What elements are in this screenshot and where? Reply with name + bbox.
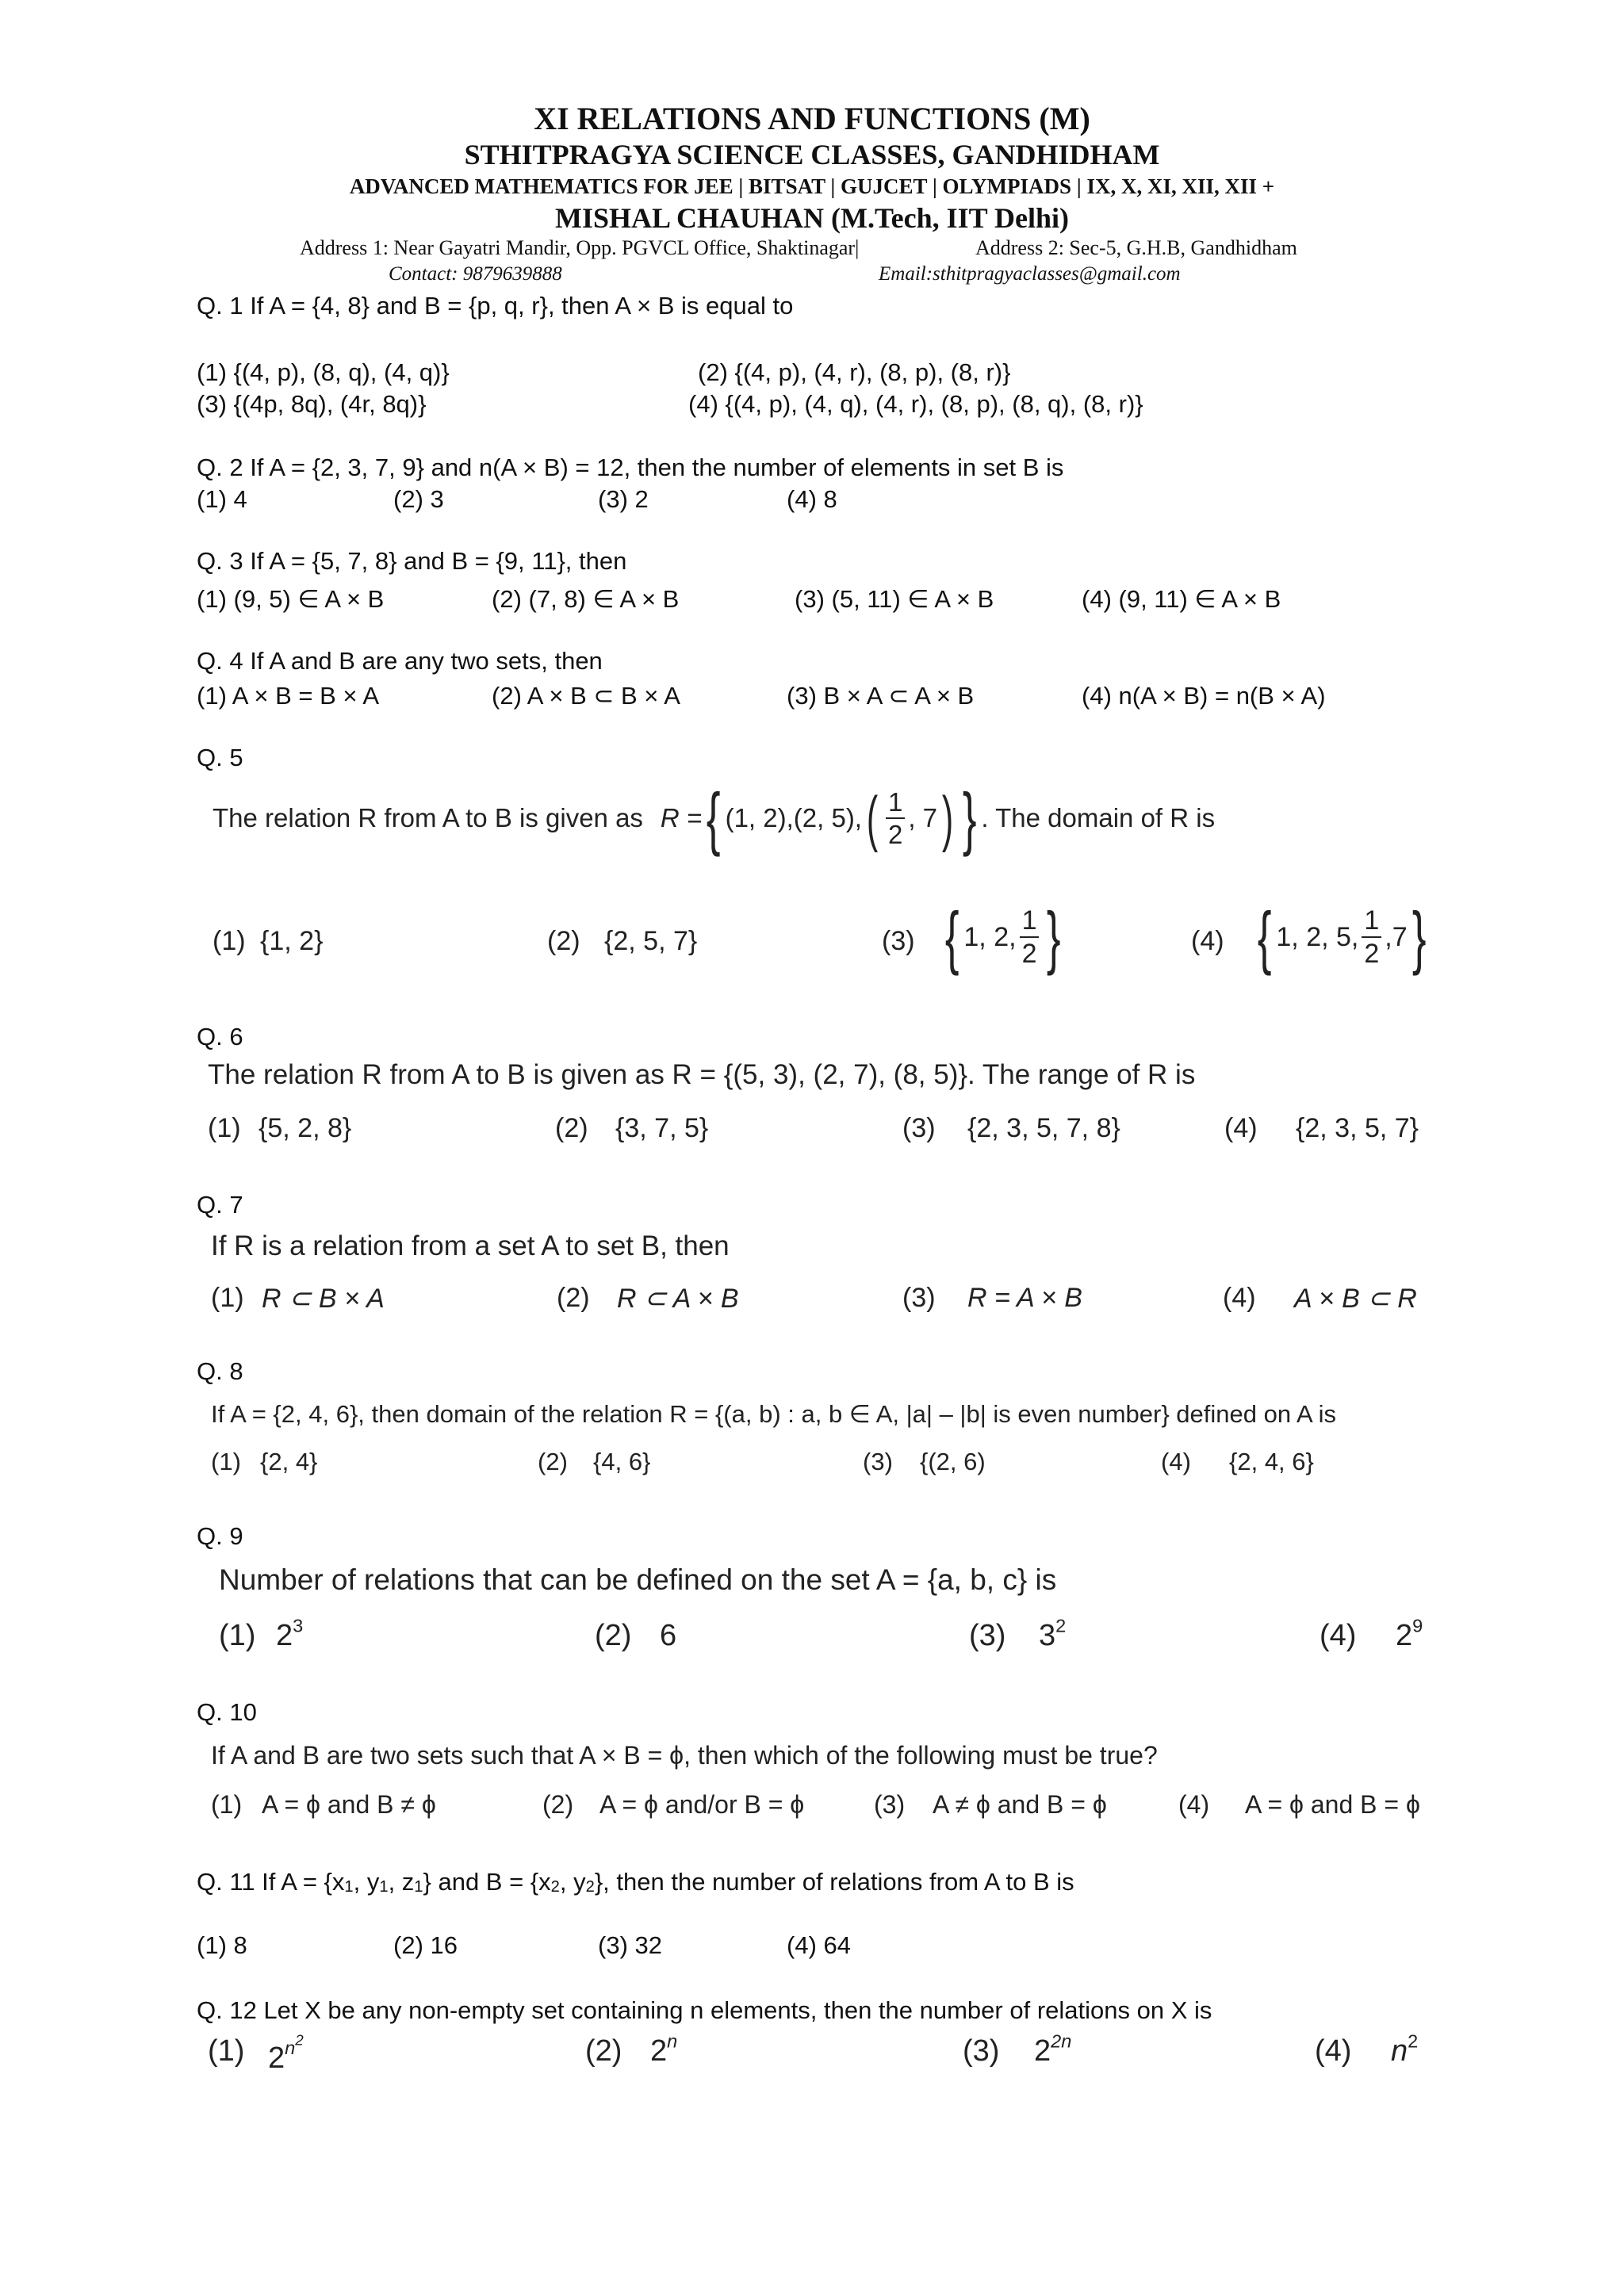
q7-option-2: R ⊂ A × B — [617, 1284, 739, 1314]
q10-option-4-num: (4) — [1178, 1790, 1210, 1819]
q10-option-1-num: (1) — [211, 1790, 243, 1819]
q3-option-1: (1) (9, 5) ∈ A × B — [197, 585, 385, 613]
q9-option-3: $3^2$ — [1039, 1615, 1067, 1652]
q12-option-4: $n^2$ — [1391, 2030, 1419, 2068]
address-1: Address 1: Near Gayatri Mandir, Opp. PGVCL Office, Shaktinagar| — [300, 236, 860, 259]
contact-phone: Contact: 9879639888 — [389, 263, 562, 285]
q12-option-3: $2^{2n}$ — [1034, 2030, 1072, 2068]
q9-option-2: 6 — [660, 1619, 677, 1652]
q12-option-2: 2$^n$ — [650, 2030, 678, 2068]
q7-option-1: R ⊂ B × A — [262, 1284, 385, 1314]
q2-option-3: (3) 2 — [598, 485, 649, 513]
q8-option-4-num: (4) — [1161, 1448, 1191, 1475]
q5-option-1: {1, 2} — [260, 926, 324, 956]
q7-option-1-num: (1) — [211, 1283, 244, 1313]
paren-open-icon: ( — [866, 783, 879, 853]
course-line: ADVANCED MATHEMATICS FOR JEE | BITSAT | GUJCET | OLYMPIADS | IX, X, XI, XII, XII + — [349, 174, 1275, 198]
q5-option-1-num: (1) — [213, 926, 246, 956]
q5-option-4-num: (4) — [1191, 926, 1224, 956]
q4-option-4: (4) n(A × B) = n(B × A) — [1082, 682, 1326, 710]
q7-option-4-num: (4) — [1223, 1283, 1256, 1313]
q12-option-4-num: (4) — [1315, 2034, 1352, 2068]
q6-option-2: {3, 7, 5} — [615, 1113, 709, 1143]
q11-option-4: (4) 64 — [787, 1931, 851, 1959]
q9-option-3-num: (3) — [969, 1619, 1006, 1652]
question-3: Q. 3 If A = {5, 7, 8} and B = {9, 11}, then — [197, 547, 627, 575]
q9-option-2-num: (2) — [595, 1619, 632, 1652]
q7-option-3-num: (3) — [902, 1283, 936, 1313]
question-10-label: Q. 10 — [197, 1698, 257, 1726]
question-11: Q. 11 If $A = \{x_1$, $y_1$, $z_1$} and $B = \{x_2$, $y_2$}, then the number of relations from A to B is — [197, 1868, 1074, 1896]
q5-text-post: . The domain of R is — [981, 803, 1216, 832]
q4-option-1: (1) A × B = B × A — [197, 682, 380, 710]
question-8-label: Q. 8 — [197, 1357, 243, 1385]
q2-option-4: (4) 8 — [787, 485, 837, 513]
q6-option-1: {5, 2, 8} — [259, 1113, 352, 1143]
q5-option-2-num: (2) — [547, 926, 580, 956]
q11-option-1: (1) 8 — [197, 1931, 247, 1959]
q1-option-2: (2) {(4, p), (4, r), (8, p), (8, r)} — [698, 358, 1011, 386]
q2-option-1: (1) 4 — [197, 485, 247, 513]
q12-option-3-num: (3) — [963, 2034, 1000, 2068]
q3-option-2: (2) (7, 8) ∈ A × B — [492, 585, 680, 613]
q10-option-3: A ≠ ϕ and B = ϕ — [933, 1790, 1107, 1819]
q11-option-2: (2) 16 — [393, 1931, 458, 1959]
question-7-label: Q. 7 — [197, 1191, 243, 1219]
q3-option-3: (3) (5, 11) ∈ A × B — [795, 585, 994, 613]
q10-option-2: A = ϕ and/or B = ϕ — [599, 1790, 805, 1819]
q5-relation-lhs: R = — [660, 803, 703, 832]
q8-option-1: {2, 4} — [260, 1448, 318, 1475]
q11-option-3: (3) 32 — [598, 1931, 662, 1959]
q5-frac-after: , 7 — [908, 803, 938, 832]
q10-option-4: A = ϕ and B = ϕ — [1245, 1790, 1420, 1819]
paren-close-icon: ) — [941, 783, 954, 853]
q8-option-2-num: (2) — [538, 1448, 568, 1475]
q5-option-3-num: (3) — [882, 926, 915, 956]
q5-option-4: { 1, 2, 5, $\frac{1}{2}$ ,7 } — [1257, 897, 1427, 976]
q4-option-3: (3) B × A ⊂ A × B — [787, 682, 975, 710]
teacher-name: MISHAL CHAUHAN (M.Tech, IIT Delhi) — [554, 202, 1070, 234]
q1-option-1: (1) {(4, p), (8, q), (4, q)} — [197, 358, 450, 386]
q3-option-4: (4) (9, 11) ∈ A × B — [1082, 585, 1281, 613]
question-1: Q. 1 If A = {4, 8} and B = {p, q, r}, then A × B is equal to — [197, 292, 794, 320]
institute-name: STHITPRAGYA SCIENCE CLASSES, GANDHIDHAM — [464, 139, 1160, 170]
q8-option-3: {(2, 6) — [920, 1448, 986, 1475]
q6-option-4-num: (4) — [1224, 1113, 1258, 1143]
q5-text-pre: The relation R from A to B is given as — [213, 803, 643, 832]
question-6-text: The relation R from A to B is given as R = {(5, 3), (2, 7), (8, 5)}. The range of R is — [208, 1059, 1196, 1090]
q9-option-1: $2^3$ — [276, 1615, 304, 1652]
contact-email: Email:sthitpragyaclasses@gmail.com — [879, 263, 1181, 285]
q8-option-1-num: (1) — [211, 1448, 241, 1475]
q8-option-3-num: (3) — [863, 1448, 893, 1475]
q8-option-2: {4, 6} — [593, 1448, 651, 1475]
q10-option-1: A = ϕ and B ≠ ϕ — [262, 1790, 436, 1819]
q12-option-1: $2^{n^2}$ — [268, 2032, 304, 2075]
question-9-label: Q. 9 — [197, 1522, 243, 1550]
q10-option-3-num: (3) — [874, 1790, 906, 1819]
q6-option-1-num: (1) — [208, 1113, 241, 1143]
q5-option-2: {2, 5, 7} — [604, 926, 698, 956]
q5-fraction: $\frac{1}{2}$ — [886, 789, 905, 848]
q6-option-3: {2, 3, 5, 7, 8} — [967, 1113, 1120, 1143]
q2-option-2: (2) 3 — [393, 485, 444, 513]
q5-pairs: (1, 2),(2, 5), — [725, 803, 862, 832]
brace-open-icon: { — [707, 779, 721, 857]
q10-option-2-num: (2) — [542, 1790, 574, 1819]
q9-option-1-num: (1) — [219, 1619, 256, 1652]
q7-option-3: R = A × B — [967, 1283, 1082, 1313]
q8-option-4: {2, 4, 6} — [1229, 1448, 1314, 1475]
question-2: Q. 2 If A = {2, 3, 7, 9} and n(A × B) = 12, then the number of elements in set B is — [197, 453, 1064, 481]
q1-option-3: (3) {(4p, 8q), (4r, 8q)} — [197, 390, 427, 418]
question-12: Q. 12 Let X be any non-empty set containing n elements, then the number of relations on X is — [197, 1996, 1212, 2024]
q5-option-3: { 1, 2, $\frac{1}{2}$ } — [944, 897, 1061, 976]
q1-option-4: (4) {(4, p), (4, q), (4, r), (8, p), (8, q), (8, r)} — [688, 390, 1143, 418]
q12-option-2-num: (2) — [585, 2034, 622, 2068]
q12-option-1-num: (1) — [208, 2034, 245, 2068]
question-9-text: Number of relations that can be defined on the set A = {a, b, c} is — [219, 1563, 1057, 1596]
question-8-text: If A = {2, 4, 6}, then domain of the relation R = {(a, b) : a, b ∈ A, |a| – |b| is even number} defined on A is — [211, 1400, 1336, 1428]
q9-option-4-num: (4) — [1320, 1619, 1357, 1652]
q4-option-2: (2) A × B ⊂ B × A — [492, 682, 680, 710]
question-7-text: If R is a relation from a set A to set B, then — [211, 1230, 730, 1261]
question-10-text: If A and B are two sets such that A × B = ϕ, then which of the following must be true? — [211, 1741, 1158, 1770]
brace-close-icon: } — [962, 779, 977, 857]
q7-option-2-num: (2) — [557, 1283, 590, 1313]
address-2: Address 2: Sec-5, G.H.B, Gandhidham — [975, 236, 1297, 259]
question-6-label: Q. 6 — [197, 1023, 243, 1050]
q6-option-4: {2, 3, 5, 7} — [1296, 1113, 1419, 1143]
q9-option-4: $2^9$ — [1396, 1615, 1423, 1652]
question-4: Q. 4 If A and B are any two sets, then — [197, 647, 603, 675]
q6-option-3-num: (3) — [902, 1113, 936, 1143]
q6-option-2-num: (2) — [555, 1113, 588, 1143]
q7-option-4: A × B ⊂ R — [1294, 1284, 1417, 1314]
document-title: XI RELATIONS AND FUNCTIONS (M) — [534, 101, 1090, 136]
question-5-label: Q. 5 — [197, 744, 243, 771]
question-5-text — [213, 779, 1215, 858]
